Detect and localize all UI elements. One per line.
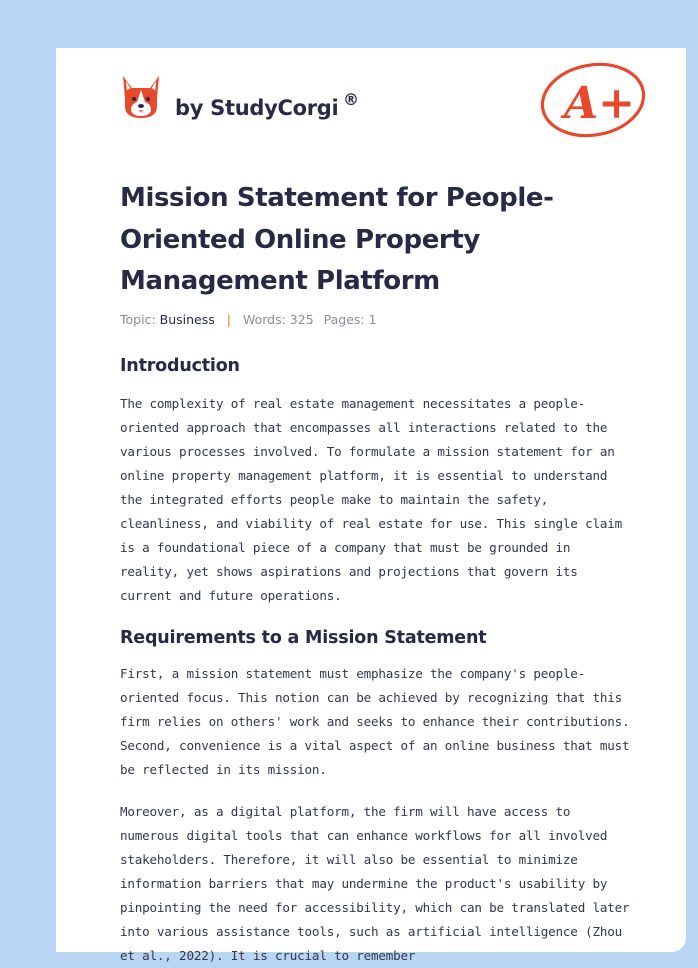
paragraph: Moreover, as a digital platform, the firm will have access to numerous digital tools that can enhance workflows for all involved stakeholders. Therefore, it will also be essential to minimize information barriers that may undermine the product's usability by pinpointing the need for accessibility, which can be translated later into various assistance tools, such as artificial intelligence (Zhou et al., 2022). It is crucial to remember: [120, 804, 630, 963]
paragraph: The complexity of real estate management necessitates a people-oriented approach that encompasses all interactions related to the various processes involved. To formulate a mission statement for an online property management platform, it is essential to understand the integrated efforts people make to maintain the safety, cleanliness, and viability of real estate for use. This single claim is a foundational piece of a company that must be grounded in reality, yet shows aspirations and projections that govern its current and future operations.: [120, 396, 622, 603]
brand-name[interactable]: by StudyCorgi: [175, 96, 339, 120]
section-heading-introduction: Introduction: [120, 356, 240, 376]
words-label: Words:: [242, 312, 286, 327]
a-plus-grade-icon: [536, 58, 648, 140]
pages-label: Pages:: [323, 312, 365, 327]
topic-label: Topic:: [120, 312, 156, 327]
registered-mark: ®: [343, 90, 359, 109]
meta-separator: |: [226, 312, 231, 327]
article-meta: [120, 312, 377, 327]
corgi-logo-icon[interactable]: [120, 74, 162, 120]
pages-count: 1: [368, 312, 377, 327]
page-title: Mission Statement for People-Oriented Online Property Management Platform: [120, 183, 554, 296]
header: [56, 48, 686, 158]
topic-link[interactable]: Business: [159, 312, 215, 327]
paragraph: First, a mission statement must emphasize the company's people-oriented focus. This notion can be achieved by recognizing that this firm relies on others' work and seeks to enhance their contributions. Second, convenience is a vital aspect of an online business that must be reflected in its mission.: [120, 666, 630, 777]
article-body: [120, 354, 636, 968]
words-count: 325: [289, 312, 314, 327]
grade-text: A+: [564, 78, 636, 129]
section-heading-requirements: Requirements to a Mission Statement: [120, 628, 487, 648]
document-page: [56, 48, 686, 963]
